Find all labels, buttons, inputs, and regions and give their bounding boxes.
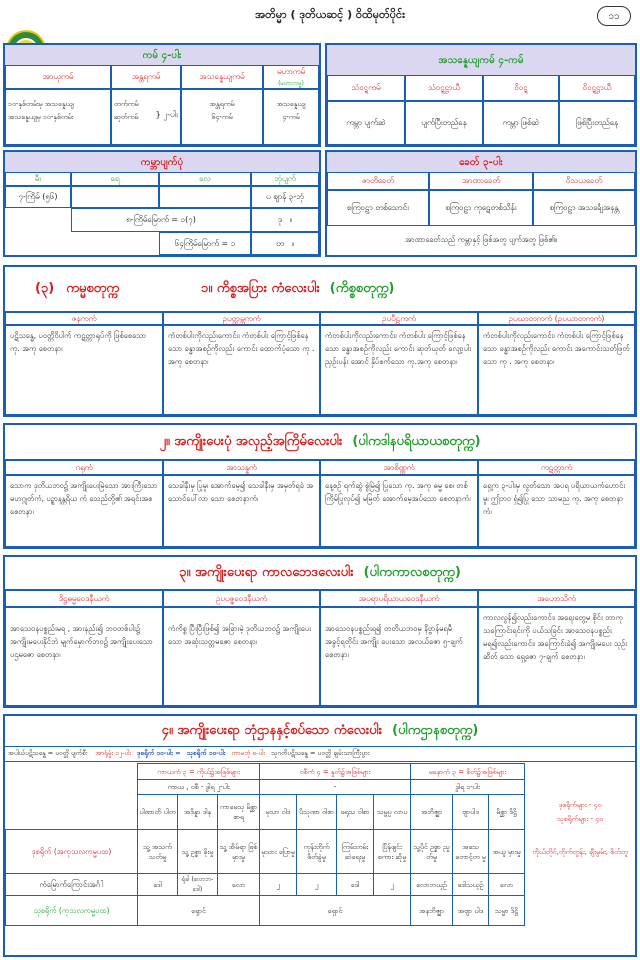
group-mano: မနောကံ ၃ = စိတ်၌အဖြစ်များ	[411, 764, 525, 780]
strip-mid-d: ကာမဘုံ ၈-ပါး	[231, 749, 265, 757]
akusala-col: သမ္ဖပ္ပ လာပ	[374, 795, 411, 830]
kamma-cell: ဒေါသယုဉ်	[453, 874, 489, 896]
asan-box	[325, 43, 637, 147]
pakadana-text: ရှေ့က ၃-ပါးမှ လွတ်သော အပရ ပရိယာယကံဟောင်းမှု၊ ဤဘဝ ရှံ၍ပြု သော သာမည ကု. အကု စေတနာကံ၊	[478, 475, 635, 547]
kan-row2-c: ၆၄-ကမ်	[211, 113, 233, 121]
kamma-cell: လော	[218, 874, 260, 896]
kan-box	[3, 43, 321, 147]
asan-value: ဖြစ်ပြီးတည်နေ	[559, 101, 635, 145]
kan-cell	[181, 89, 263, 145]
kho-header: အာဏာခေတ်	[429, 172, 533, 190]
pakadana-text: နေ့စဉ် ရက်ဆွဲ စွဲမြဲ၍ ပြုသော ကု. အကု ဓမ္မ စေ၊ တစ်ကြိမ်ပြုလုပ်၍ မမြတ် အောက်မေ့အပ်သော စေတနာကံ၊	[320, 475, 478, 547]
kamma-cell: လော	[489, 874, 525, 896]
kambha-realm-3-text: တ	[276, 238, 284, 248]
pakakala-text: ကံကိစ္စ ပြီးပြီးဖြစ်၍ အခြားမဲ့ ဒုတိယဘဝ၌ အကျိုးပေးသော အဆုံးသတ္တမဇော စေတနာ၊	[163, 607, 320, 706]
pakakala-text: ကာလလွန်၍လည်းကောင်း၊ အရေးတွေ့မ စိုင်း တာကုသကြောင်းရင်းကို ပယ်သခြင်း အာသေဝနပစ္စည်း မရ၍လည်းကောင်း၊ အကြောင်းခဲ၍ အကျိုးမပေး သုဉ်းဆိတ် သော ရှေ့ဇော ၇-ချက် စေတနာ၊	[478, 607, 635, 706]
kicca-text: ကံတစ်ပါးကိုလည်းကောင်း၊ ကံတစ်ပါး ကြောင့်ဖြစ်နေသော ခန္ဓာအစဉ်ကိုလည်း ကောင်း ဆုတ်ယုတ် လျော့ပါး ညှဉ်းပန်း အောင် နှိပ်စက်သော ကု.အကု စေတနာ၊	[320, 325, 478, 415]
pakakala-header: ဒိဋ္ဌဓမ္မဝေဒနီယကံ	[5, 590, 163, 607]
duccarita-cell: မုသား ပြောမှု	[260, 830, 297, 874]
kambha-title: ကမ္ဘာပျက်ပုံ	[5, 152, 319, 172]
section-pakathana-mid: ၄။ အကျိုးပေးရာ ဘုံဌာနနှင့်စပ်သော ကံလေးပါး	[161, 722, 383, 738]
akusala-col: မိစ္ဆာ ဒိဋ္ဌိ	[489, 795, 525, 830]
kan-header: အန္တရကမ်	[111, 65, 181, 89]
pakakala-text: အာသေဝနပစ္စည်းမရ , အားနည်း၍ ဘဝတစ်ပါး၌ အကျိုးမပေးနိုင်ဘဲ မျက်မှောက်ဘဝ၌ အကျိုးပေးသော ပဌမဇော စေတနာ၊	[5, 607, 163, 706]
duccarita-cell: သူ့ အိမ်ရာ ဖြစ်မှားမှု	[218, 830, 260, 874]
strip-mid-c: သုစရိုက် ၁၀-ပါး	[186, 749, 226, 757]
duccarita-cell: သူ့ ဥစ္စာ ခိုးမှု	[178, 830, 218, 874]
table-corner	[525, 874, 636, 896]
asan-header: သံဝဋ္ဋကမ်	[327, 75, 405, 101]
duccarita-cell: သူ့ပိုင် ဥစ္စာ ညှုတ်မှု	[411, 830, 453, 874]
pakadana-header: အာစိဏ္ဏကံ	[320, 460, 478, 475]
kan-cell	[111, 89, 181, 145]
kambha-spacer	[5, 208, 71, 232]
pakadana-header: အာသန္နကံ	[163, 460, 320, 475]
kan-row1-a: ၁၀-နှစ်တမ်းမှ အသန္နေယျ	[8, 100, 74, 108]
akusala-col: မုသာ ဝါဒ	[260, 795, 297, 830]
section-kicca-title	[5, 267, 635, 311]
duccarita-cell: သူ့ အသက် သတ်မှု	[138, 830, 178, 874]
kamma-cell: ၂	[260, 874, 297, 896]
pakadana-header: ကဋတ္တာကံ	[478, 460, 635, 475]
kamma-cell: လောဘယုဉ်	[411, 874, 453, 896]
kambha-realm-1: ပ ဈာန် ၃-ဘုံ	[251, 186, 319, 208]
kho-box	[325, 150, 637, 257]
section-pakadana-right: (ပါကဒါနပရိယာယစတုက္က)	[352, 433, 481, 449]
akusala-col: ဖရုသ ဝါစာ	[337, 795, 374, 830]
strip-right: သုဂတိပဋိသန္ဓေ = ပဝတ္တိ ချမ်းသာကြီးပွား	[270, 749, 370, 757]
total-duccarita: ဒုစရိုက်များ - ၄၀	[558, 801, 602, 809]
kho-note: အာဏာခေတ်သည် ကမ္ဘာနှင့် ဖြစ်အတူ ပျက်အတူ ဖြစ်၏။	[404, 235, 558, 244]
sucarita-vaci: ရှောင်	[260, 896, 411, 926]
door-vaci: -	[260, 780, 411, 795]
kicca-text: ကံတစ်ပါးကိုလည်းကောင်း၊ ကံတစ်ပါး ကြောင့်ဖြစ်နေသော ခန္ဓာအစဉ်ကိုလည်း ကောင်း ထောက်ပံ့သော ကု . အကု စေတနာ၊	[163, 325, 320, 415]
kambha-row3: ၆၄ကြိမ်မြောက် = ၁	[159, 232, 251, 255]
section-kicca	[3, 265, 637, 417]
table-corner	[6, 795, 138, 830]
kamma-cell: ၂	[374, 874, 411, 896]
akusala-col: အဘိဇ္ဈာ	[411, 795, 453, 830]
asan-value: ကမ္ဘာ ပျက်ဆဲ	[327, 101, 405, 145]
akusala-col: ဗျာပါဒ	[453, 795, 489, 830]
kan-header	[263, 65, 319, 89]
pakadana-header: ဂရုကံ	[5, 460, 163, 475]
duccarita-note: ကိုယ်တိုင်,တိုက်တွန်း, ချီးမွမ်း, စိတ်တူ	[532, 847, 628, 856]
kan-header: အာယုကမ်	[5, 65, 111, 89]
kan-row1-b: တက်ကမ်	[114, 100, 139, 108]
total-sucarita: သုစရိုက်များ - ၄၀	[556, 815, 604, 823]
akusala-col: ကာမေသု မိစ္ဆာစာရ	[218, 795, 260, 830]
table-corner	[525, 896, 636, 926]
kambha-realm-2	[251, 208, 319, 232]
kambha-header: မီး	[5, 172, 71, 186]
asan-header: သံဝဋ္ဋဋ္ဌာယီ	[405, 75, 483, 101]
row-kamma-label: ကံမြောက်ကြောင်းအင်္ဂါ	[6, 874, 138, 896]
kicca-header: ဥပပီဠကကံ	[320, 312, 478, 325]
kho-header: ဝိသယခေတ်	[533, 172, 635, 190]
door-kaya: ကာယ , ဝစီ - ဒွါရ ၂-ပါး	[138, 780, 260, 795]
row-duccarita-label: ဒုစရိုက် (အကုသလကမ္မပထ)	[6, 830, 138, 874]
section-pakathana-title	[5, 716, 635, 746]
kan-cell	[263, 89, 319, 145]
table-corner	[525, 764, 636, 780]
kan-row2-b: ဆုတ်ကမ်	[114, 113, 139, 121]
pakakala-text: အာသေဝနပစ္စည်းရ၍ တတိယဘဝမှ နိဗ္ဗာန်မရမီ အခွင့်ရတိုင်း အကျိုး ပေးသော အလယ်ဇော ၅-ချက် စေတနာ၊	[320, 607, 478, 706]
sucarita-cell: အနဘိဇ္ဈာ	[411, 896, 453, 926]
strip-mid-b: ဒုစရိုက် ၁၀-ပါး =	[136, 749, 181, 757]
kamma-cell: ဒေါ	[138, 874, 178, 896]
section-pakadana-mid: ၂။ အကျိုးပေးပုံ အလှည့်အကြိမ်လေးပါး	[159, 433, 343, 449]
kambha-realm-2-mark: ။	[289, 215, 293, 224]
section-pakakala-title	[5, 557, 635, 589]
sucarita-kaya: ရှောင်	[138, 896, 260, 926]
totals	[525, 795, 636, 830]
strip-left: အပါယ်ပဋိသန္ဓေ = ပဝတ္တိ ပျက်စီး	[8, 749, 88, 757]
pakathana-strip	[5, 746, 635, 762]
kicca-header: ဥပဃာတကကံ (ဥပယာတကကံ)	[478, 312, 635, 325]
door-mano: ဒွါရ ၁-ပါး	[411, 780, 525, 795]
kamma-cell: ၂	[297, 874, 337, 896]
pakakala-header: ဥပပဇ္ဇဝေဒနီယကံ	[163, 590, 320, 607]
table-corner	[525, 780, 636, 795]
kan-header-text: မဟာကမ်	[276, 67, 306, 76]
kambha-realm-3-mark: ။	[291, 238, 294, 248]
akusala-col: အဒိန္နာ ဒါန	[178, 795, 218, 830]
kicca-header: ဥပတ္ထမ္ဘကကံ	[163, 312, 320, 325]
kan-row2-a: အသန္နေယျမှ ၁၀-နှစ်တမ်း	[8, 113, 74, 121]
akusala-col: ပိသုဏာ ဝါစာ	[297, 795, 337, 830]
kambha-realm-2-text: ဒု	[277, 215, 283, 224]
duccarita-cell: အယူ မှားမှု	[489, 830, 525, 874]
sucarita-cell: အဗျာ ပါဒ	[453, 896, 489, 926]
kambha-realm-3	[251, 232, 319, 255]
section-pakakala-mid: ၃။ အကျိုးပေးရာ ကာလဘေဒလေးပါး	[179, 564, 354, 580]
kan-row1-c: အန္တရကမ်	[209, 100, 235, 108]
section-pakakala-right: (ပါကကာလစတုက္က)	[363, 564, 461, 580]
table-corner	[6, 764, 138, 780]
asan-value: ပျက်ပြီးတည်နေ	[405, 101, 483, 145]
pakakala-header: အပရာပရိယာယဝေဒနီယကံ	[320, 590, 478, 607]
kambha-row2: ၈-ကြိမ်မြောက် = ၁(၇)	[71, 208, 251, 232]
section-kicca-num: (၃)	[35, 280, 55, 296]
kambha-water	[71, 186, 159, 208]
duccarita-cell: ပြိန်ဖျင်း စကား ဆိုမှု	[374, 830, 411, 874]
strip-mid-a: အာရုံမှုံး ၁၂-ပါး	[95, 749, 131, 757]
kambha-spacer	[5, 232, 159, 255]
page-title: အတိမ္မာ ( ဒုတိယဆင့် ) ဝိထိမုတ်ပိုင်း	[255, 8, 405, 21]
kambha-box	[3, 150, 321, 257]
section-kicca-mid: ၁။ ကိစ္စအပြား ကံလေးပါး	[201, 280, 320, 296]
section-pakathana	[3, 714, 637, 957]
kho-header: ဇာတိခေတ်	[327, 172, 429, 190]
kan-row2-d: ၄-ကမ်	[282, 113, 300, 121]
duccarita-cell: ကုန်းတိုက် ဖိတ်ခွဲမှု	[297, 830, 337, 874]
section-kicca-left: ကမ္မစတုက္က	[66, 280, 120, 296]
kho-title: ခေတ် ၃-ပါး	[327, 152, 635, 172]
kambha-header: ရေ	[71, 172, 159, 186]
kan-cell	[5, 89, 111, 145]
kan-header-sub: (မဟာကမ္မ)	[278, 80, 304, 87]
row-sucarita-label: သုစရိုက် (ကုသလကမ္မပထ)	[6, 896, 138, 926]
kan-bracket: } ၂-ပါး	[155, 110, 178, 119]
asan-header: ဝိဝဋ္ဋ	[483, 75, 559, 101]
section-kicca-right: (ကိစ္စစတုက္က)	[329, 280, 395, 296]
pakadana-text: သောက ဒုတိယဘဝ၌ အကျိုးပေးမြဲသော အားကြီးသော မဟဂ္ဂုတ်ကံ, ပဉ္စာနန္တရိယ ကံ သေည်တို့၏ အရင်းအစ စေတနာ၊	[5, 475, 163, 547]
kho-value: စကြဝဠာ တစ်သောင်း	[327, 190, 429, 226]
kambha-wind	[159, 186, 251, 208]
duccarita-cell: အသေ တောင့်တ မှု	[453, 830, 489, 874]
pakadana-text: သေခါနီးမှ ပြုမူ၊ အောက်မေ့၍ သေခါနီးမှ အမှတ်ရခဲ အသောင်ပေါ်လာ သော စေတနာကံ၊	[163, 475, 320, 547]
asan-header: ဝိဝဋ္ဋဋ္ဌာယီ	[559, 75, 635, 101]
kan-header: အသန္နေယျကမ်	[181, 65, 263, 89]
asan-value: ကမ္ဘာ ဖြစ်ဆဲ	[483, 101, 559, 145]
group-kaya: ကာယကံ ၃ = ကိုယ်၌အဖြစ်များ	[138, 764, 260, 780]
kambha-header: လေ	[159, 172, 251, 186]
kicca-text: ကံတစ်ပါးကိုလည်းကောင်း၊ ကံတစ်ပါး ကြောင့်ဖြစ်နေသော ခန္ဓာအစဉ်ကိုလည်း ကောင်း အကောင်းသတ်ဖြတ်သော ကု . အကု စေတနာ၊	[478, 325, 635, 415]
section-pakathana-right: (ပါကဌာနစတုက္က)	[392, 722, 479, 738]
kicca-header: ဇနကကံ	[5, 312, 163, 325]
kambha-fire-count: ၇-ကြိမ် (၅၆)	[5, 186, 71, 208]
section-pakadana	[3, 423, 637, 549]
kho-value: စကြဝဠာ ကုဋေတစ်သိန်း	[429, 190, 533, 226]
duccarita-cell: ကြမ်းတမ်း ဆဲရေးမှု	[337, 830, 374, 874]
sucarita-cell: သမ္မာ ဒိဋ္ဌိ	[489, 896, 525, 926]
asan-title: အသန္နေယျကမ် ၄-ကမ်	[327, 45, 635, 75]
kan-title: ကမ် ၄-ပါး	[5, 45, 319, 65]
kan-row1-d: အသန္နေယျ	[276, 100, 306, 108]
kamma-cell: ဒေါ	[337, 874, 374, 896]
group-vaci: ဝစီကံ ၄ = နှုတ်၌အဖြစ်များ	[260, 764, 411, 780]
pakakala-header: အဟောသိကံ	[478, 590, 635, 607]
page-number: ၁၁	[597, 6, 631, 26]
akusala-col: ပါဏာတိ ပါတ	[138, 795, 178, 830]
pakathana-table	[5, 763, 636, 926]
section-pakakala	[3, 555, 637, 708]
table-corner	[6, 780, 138, 795]
kicca-text: ပဋိသန္ဓေ, ပဝတ္တိဝိပါက် ကဋတ္တာရုပ်ကို ဖြစ်စေသော ကု. အကု စေတနာ၊	[5, 325, 163, 415]
section-pakadana-title	[5, 425, 635, 459]
kamma-cell: ရုံခါ (လောဘ-ဒေါ)	[178, 874, 218, 896]
kho-value: စကြဝဠာ အသင်္ချေအနန္တ	[533, 190, 635, 226]
kambha-header: ဘုံပျက်	[251, 172, 319, 186]
